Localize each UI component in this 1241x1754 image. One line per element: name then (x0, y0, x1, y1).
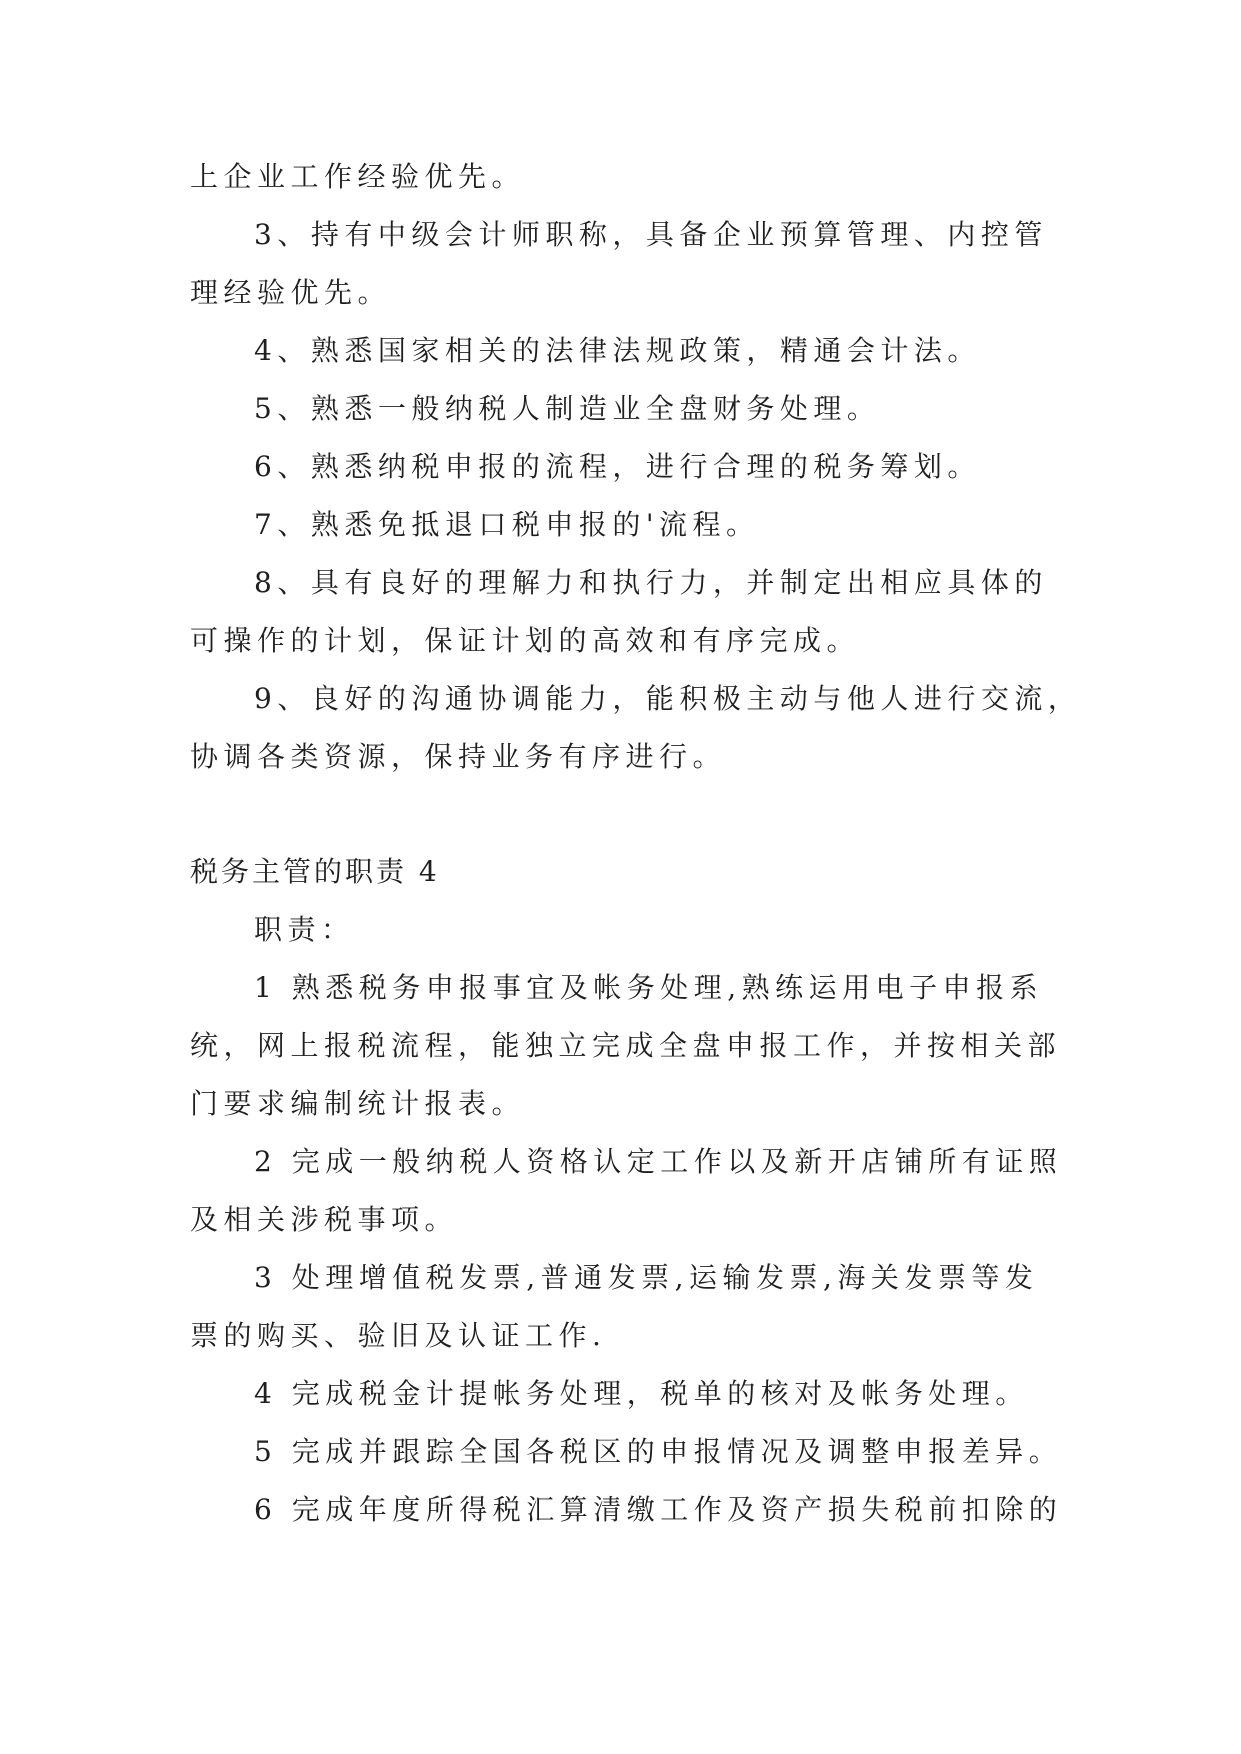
list-item: 4、熟悉国家相关的法律法规政策，精通会计法。 (254, 334, 981, 367)
list-item: 5、熟悉一般纳税人制造业全盘财务处理。 (254, 392, 881, 425)
section-gap (190, 786, 1062, 843)
section-heading: 税务主管的职责 4 (190, 855, 440, 888)
list-item: 5 完成并跟踪全国各税区的申报情况及调整申报差异。 (254, 1435, 1063, 1468)
list-item: 6 完成年度所得税汇算清缴工作及资产损失税前扣除的 (254, 1493, 1063, 1526)
list-item: 3 处理增值税发票,普通发票,运输发票,海关发票等发 (254, 1261, 1039, 1294)
list-item: 4 完成税金计提帐务处理，税单的核对及帐务处理。 (254, 1377, 1029, 1410)
subheading: 职责： (254, 913, 355, 946)
list-item: 2 完成一般纳税人资格认定工作以及新开店铺所有证照 (254, 1145, 1063, 1178)
text-line: 统，网上报税流程，能独立完成全盘申报工作，并按相关部 (190, 1029, 1062, 1062)
list-item: 3、持有中级会计师职称，具备企业预算管理、内控管 (254, 218, 1048, 251)
list-item: 1 熟悉税务申报事宜及帐务处理,熟练运用电子申报系 (254, 971, 1044, 1004)
list-item: 8、具有良好的理解力和执行力，并制定出相应具体的 (254, 566, 1048, 599)
text-line: 门要求编制统计报表。 (190, 1087, 526, 1120)
text-line: 及相关涉税事项。 (190, 1203, 459, 1236)
text-line: 理经验优先。 (190, 276, 392, 309)
list-item: 9、良好的沟通协调能力，能积极主动与他人进行交流， (254, 682, 1082, 715)
list-item: 6、熟悉纳税申报的流程，进行合理的税务筹划。 (254, 450, 981, 483)
text-line: 可操作的计划，保证计划的高效和有序完成。 (190, 624, 861, 657)
text-line: 票的购买、验旧及认证工作. (190, 1319, 607, 1352)
text-line: 上企业工作经验优先。 (190, 160, 526, 193)
text-line: 协调各类资源，保持业务有序进行。 (190, 740, 727, 773)
document-body (190, 148, 1082, 1539)
list-item: 7、熟悉免抵退口税申报的'流程。 (254, 508, 760, 541)
